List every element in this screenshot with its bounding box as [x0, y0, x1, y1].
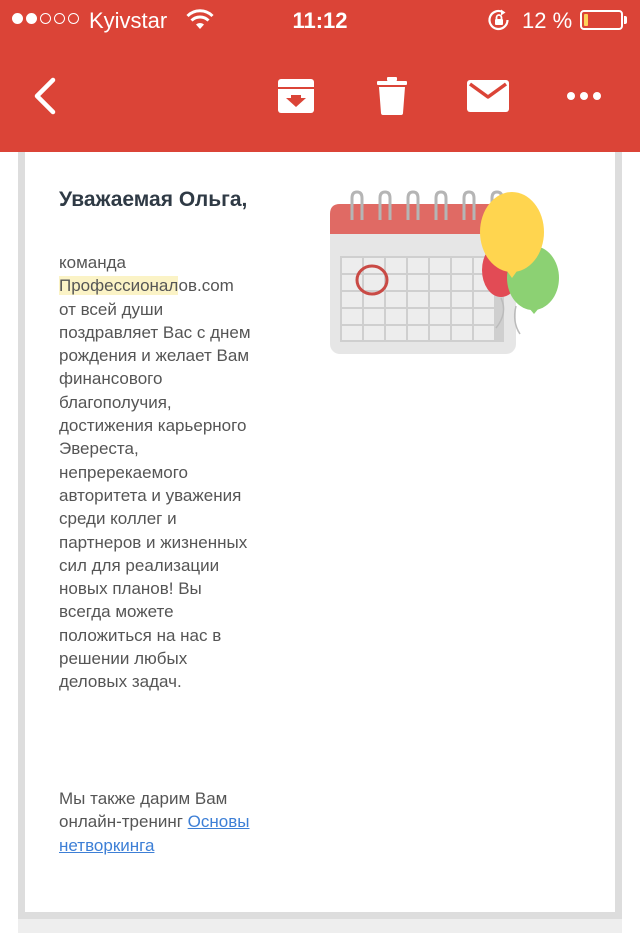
email-message: команда Профессионалов.com от всей души поздравляет Вас с днем рождения и желает Вам финансового благополучия, достижения карьерного Эвереста, непререкаемого авторитета и уважения среди коллег и партнеров и жизненных сил для реализации новых планов! Вы всегда можете положиться на нас в решении любых деловых задач.	[59, 253, 251, 692]
training-offer: Мы также дарим Вам онлайн-тренинг Основы нетворкинга	[59, 789, 250, 855]
brand-highlight: Профессионал	[59, 276, 179, 296]
delete-button[interactable]	[364, 68, 420, 124]
archive-icon	[277, 78, 315, 114]
email-footer-strip	[18, 919, 622, 933]
battery-icon	[580, 10, 623, 30]
back-button[interactable]	[16, 68, 72, 124]
trash-icon	[377, 77, 407, 115]
chevron-left-icon	[29, 76, 59, 116]
clock: 11:12	[292, 8, 348, 33]
carrier-name: Kyivstar	[89, 8, 168, 33]
battery-percent: 12 %	[522, 8, 573, 33]
calendar-balloons-icon	[326, 188, 566, 363]
rotation-lock-icon	[486, 8, 512, 37]
app-header	[0, 0, 640, 152]
more-options-button[interactable]	[556, 68, 612, 124]
status-bar	[0, 0, 640, 40]
archive-button[interactable]	[268, 68, 324, 124]
networking-training-link[interactable]: Основы нетворкинга	[59, 812, 250, 855]
mark-unread-button[interactable]	[460, 68, 516, 124]
envelope-icon	[467, 80, 509, 112]
battery-level	[584, 14, 588, 26]
email-greeting: Уважаемая Ольга,	[59, 188, 248, 211]
more-horizontal-icon	[567, 91, 601, 101]
